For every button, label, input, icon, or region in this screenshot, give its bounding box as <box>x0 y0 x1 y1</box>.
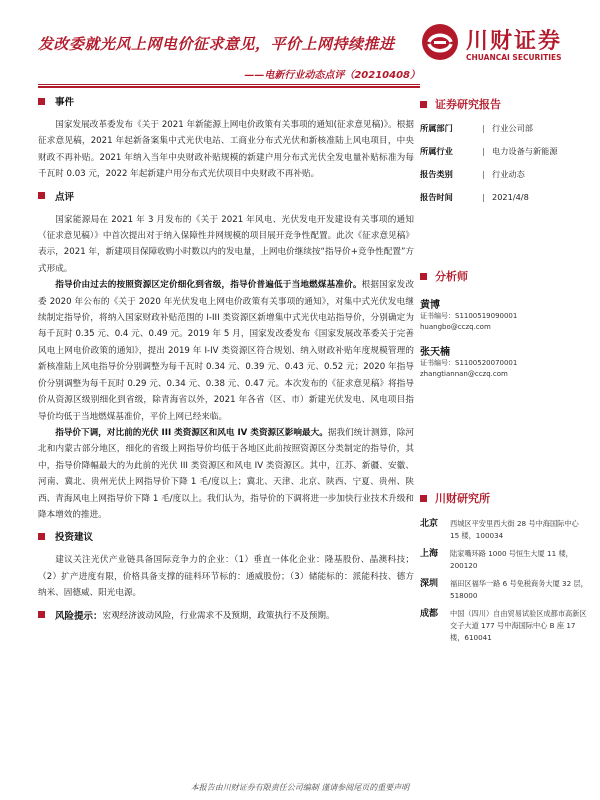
main-content <box>38 94 414 631</box>
report-label-heading: 证券研究报告 <box>420 96 590 112</box>
analyst-email[interactable]: zhangtiannan@cczq.com <box>420 370 508 378</box>
logo-name: 川财证券 <box>466 29 563 54</box>
section-heading-comment: 点评 <box>38 189 414 203</box>
risk-text: 宏观经济波动风险，行业需求不及预期，政策执行不及预期。 <box>102 610 335 621</box>
section-bullet-icon <box>38 533 45 540</box>
analyst-name: 张天楠 <box>420 347 450 358</box>
analyst-cert: 证书编号：S1100519090001 <box>420 312 518 320</box>
section-bullet-icon <box>420 273 427 280</box>
advice-paragraph: 建议关注光伏产业链具备国际竞争力的企业：（1）垂直一体化企业：隆基股份、晶澳科技；（2）扩产进度有限，价格具备支撑的硅料环节标的：通威股份；（3）储能标的：派能科技、德方纳米、固德威、阳光电源。 <box>38 555 414 599</box>
analyst-card <box>420 296 590 333</box>
section-heading-event: 事件 <box>38 94 414 108</box>
info-row-date: 报告时间 | 2021/4/8 <box>420 192 529 202</box>
comment-paragraph-3-lead: 指导价下调，对比前的光伏 III 类资源区和风电 IV 类资源区影响最大。 <box>55 427 328 438</box>
section-heading-advice: 投资建议 <box>38 529 414 543</box>
office-shanghai: 上海 陆家嘴环路 1000 号恒生大厦 11 楼，200120 <box>420 549 573 570</box>
risk-label: 风险提示： <box>55 610 103 622</box>
office-chengdu: 成都 中国（四川）自由贸易试验区成都市高新区交子大道 177 号中海国际中心 B 座 17 楼，610041 <box>420 609 587 642</box>
report-header <box>0 0 600 100</box>
analyst-cert: 证书编号：S1100520070001 <box>420 359 518 367</box>
risk-line <box>38 608 414 622</box>
logo-mark-icon <box>420 22 460 62</box>
section-bullet-icon <box>38 98 45 105</box>
info-row-category: 报告类别 | 行业动态 <box>420 169 525 179</box>
logo-english: CHUANCAI SECURITIES <box>466 53 562 62</box>
comment-paragraph-2-body: 根据国家发改委 2020 年公布的《关于 2020 年光伏发电上网电价政策有关事项的通知》，对集中式光伏发电继续制定指导价，将纳入国家财政补贴范围的 I-III 类资源区新增集中式光伏电站指导价，分别确定为每千瓦时 0.35 元、0.4 元、0.49 元。2019 年 5 月，国家发改委发布《国家发展改革委关于完善风电上网电价政策的通知》，提出 2019 年 I-IV 类资源区符合规划、纳入财政补贴年度规模管理的新核准陆上风电指导价分别调整为每千瓦时 0.34 元、0.39 元、0.43 元、0.52 元；2020 年指导价分别调整为每千瓦时 0.29 元、0.34 元、0.38 元、0.47 元。本次发布的《征求意见稿》将指导价从资源区级别细化到省级，除青海省以外，2021 年各省（区、市）新建光伏发电、风电项目指导价均低于当地燃煤基准价，平价上网已经来临。 <box>38 280 414 422</box>
comment-paragraph-2 <box>38 277 414 425</box>
section-bullet-icon <box>38 192 45 199</box>
company-logo <box>420 20 590 66</box>
office-beijing: 北京 西城区平安里西大街 28 号中海国际中心 15 楼，100034 <box>420 519 579 540</box>
event-paragraph: 国家发展改革委发布《关于 2021 年新能源上网电价政策有关事项的通知(征求意见稿)》。根据征求意见稿，2021 年起新备案集中式光伏电站、工商业分布式光伏和新核准陆上风电项目，中央财政不再补贴。2021 年纳入当年中央财政补贴规模的新建户用分布式光伏全发电量补贴标准为每千瓦时 0.03 元，2022 年起新建户用分布式光伏项目中央财政不再补贴。 <box>38 120 414 180</box>
institute-heading: 川财研究所 <box>420 490 590 506</box>
header-rule <box>38 84 420 85</box>
comment-paragraph-3 <box>38 425 414 523</box>
section-bullet-icon <box>420 495 427 502</box>
info-row-industry: 所属行业 | 电力设备与新能源 <box>420 146 558 156</box>
analyst-email[interactable]: huangbo@cczq.com <box>420 323 491 331</box>
analyst-name: 黄博 <box>420 300 440 311</box>
header-rule-thick <box>38 86 420 88</box>
comment-paragraph-2-lead: 指导价由过去的按照资源区定价细化到省级，指导价普遍低于当地燃煤基准价。 <box>55 280 362 291</box>
footer-disclaimer: 本报告由川财证券有限责任公司编制 谨请参阅尾页的重要声明 <box>190 783 410 792</box>
comment-paragraph-1: 国家能源局在 2021 年 3 月发布的《关于 2021 年风电、光伏发电开发建设有关事项的通知（征求意见稿）》中首次提出对于纳入保障性并网规模的项目展开竞争性配置。此次《征求意见稿》表示，2021 年，新建项目保障收购小时数以内的发电量，上网电价继续按“指导价+竞争性配置”方式形成。 <box>38 214 414 274</box>
analyst-card <box>420 343 590 380</box>
report-subtitle: ——电新行业动态点评（20210408） <box>244 70 420 81</box>
report-title: 发改委就光风上网电价征求意见，平价上网持续推进 <box>38 35 395 53</box>
info-row-department: 所属部门 | 行业公司部 <box>420 123 533 133</box>
section-bullet-icon <box>38 611 45 618</box>
office-shenzhen: 深圳 福田区福华一路 6 号免税商务大厦 32 层，518000 <box>420 579 588 600</box>
analyst-heading: 分析师 <box>420 268 590 284</box>
comment-paragraph-3-body: 据我们统计测算，除河北和内蒙古部分地区，细化的省级上网指导价均低于各地区此前按照资源区分类制定的指导价，其中，指导价降幅最大的为此前的光伏 III 类资源区和风电 IV 类资源区。其中，江苏、新疆、安徽、河南、冀北、贵州光伏上网指导价下降 1 毛/度以上；冀北、天津、北京、陕西、宁夏、贵州、陕西、青海风电上网指导价下降 1 毛/度以上。我们认为，指导价的下调将进一步加快行业技术升级和降本增效的推进。 <box>38 427 414 520</box>
sidebar <box>420 96 590 650</box>
section-bullet-icon <box>420 101 427 108</box>
